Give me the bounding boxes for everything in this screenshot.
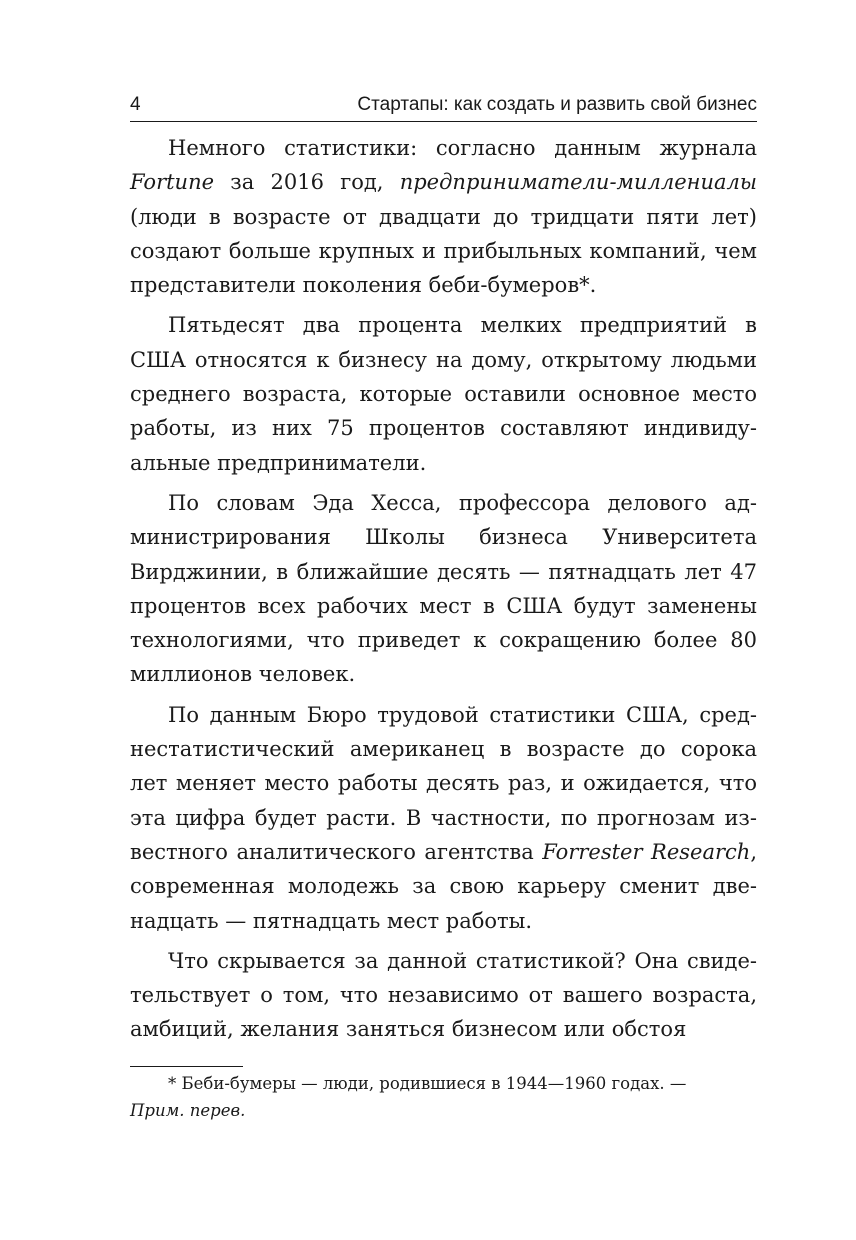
footnote-divider: [130, 1066, 243, 1067]
page-number: 4: [130, 94, 141, 115]
footnote-text: * Беби-бумеры — люди, родившиеся в 1944—1960 годах. —: [168, 1074, 687, 1093]
p1-text-2: за 2016 год,: [214, 170, 400, 195]
fortune-italic: Fortune: [130, 170, 215, 195]
p1-text-1: Немного статистики: согласно данным журнала: [168, 136, 757, 160]
paragraph-4: [130, 698, 757, 938]
footnote-note: [130, 1097, 757, 1124]
footnote: [130, 1070, 757, 1124]
paragraph-2: Пятьдесят два процента мелких предприятий в США относятся к бизнесу на дому, открытому людьми среднего возраста, которые оставили основное место работы, из них 75 процентов составляют индивидуальные предприниматели.: [130, 313, 757, 475]
paragraph-5: Что скрывается за данной статистикой? Она свидетельствует о том, что независимо от вашего возраста, амбиций, желания заняться бизнесом или обстоя: [130, 948, 757, 1042]
millennials-italic: предприниматели-миллениалы: [399, 170, 757, 195]
page-header: [130, 92, 757, 118]
translator-note: Прим. перев.: [130, 1101, 246, 1120]
p4-text-2: , современная молодежь за свою карьеру сменит двенадцать — пятнадцать мест работы.: [130, 839, 758, 933]
paragraph-3: По словам Эда Хесса, профессора делового администрирования Школы бизнеса Университета Вирджинии, в ближайшие десять — пятнадцать лет 47 процентов всех рабочих мест в США будут заменены технологиями, что приведет к сокращению более 80 миллионов человек.: [130, 490, 757, 687]
main-text: [130, 131, 757, 1047]
p4-text-1: По данным Бюро трудовой статистики США, среднестатистический американец в возрасте до сорока лет меняет место работы десять раз, и ожидается, что эта цифра будет расти. В частности, по прогнозам известного аналитического агентства: [130, 702, 757, 864]
forrester-italic: Forrester Research: [542, 839, 751, 864]
p1-text-3: (люди в возрасте от двадцати до тридцати пяти лет) создают больше крупных и прибыльных компаний, чем представители поколения беби-бумеров*.: [130, 204, 757, 298]
paragraph-1: [130, 131, 757, 302]
running-title: Стартапы: как создать и развить свой бизнес: [357, 94, 757, 115]
header-divider: [130, 121, 757, 122]
